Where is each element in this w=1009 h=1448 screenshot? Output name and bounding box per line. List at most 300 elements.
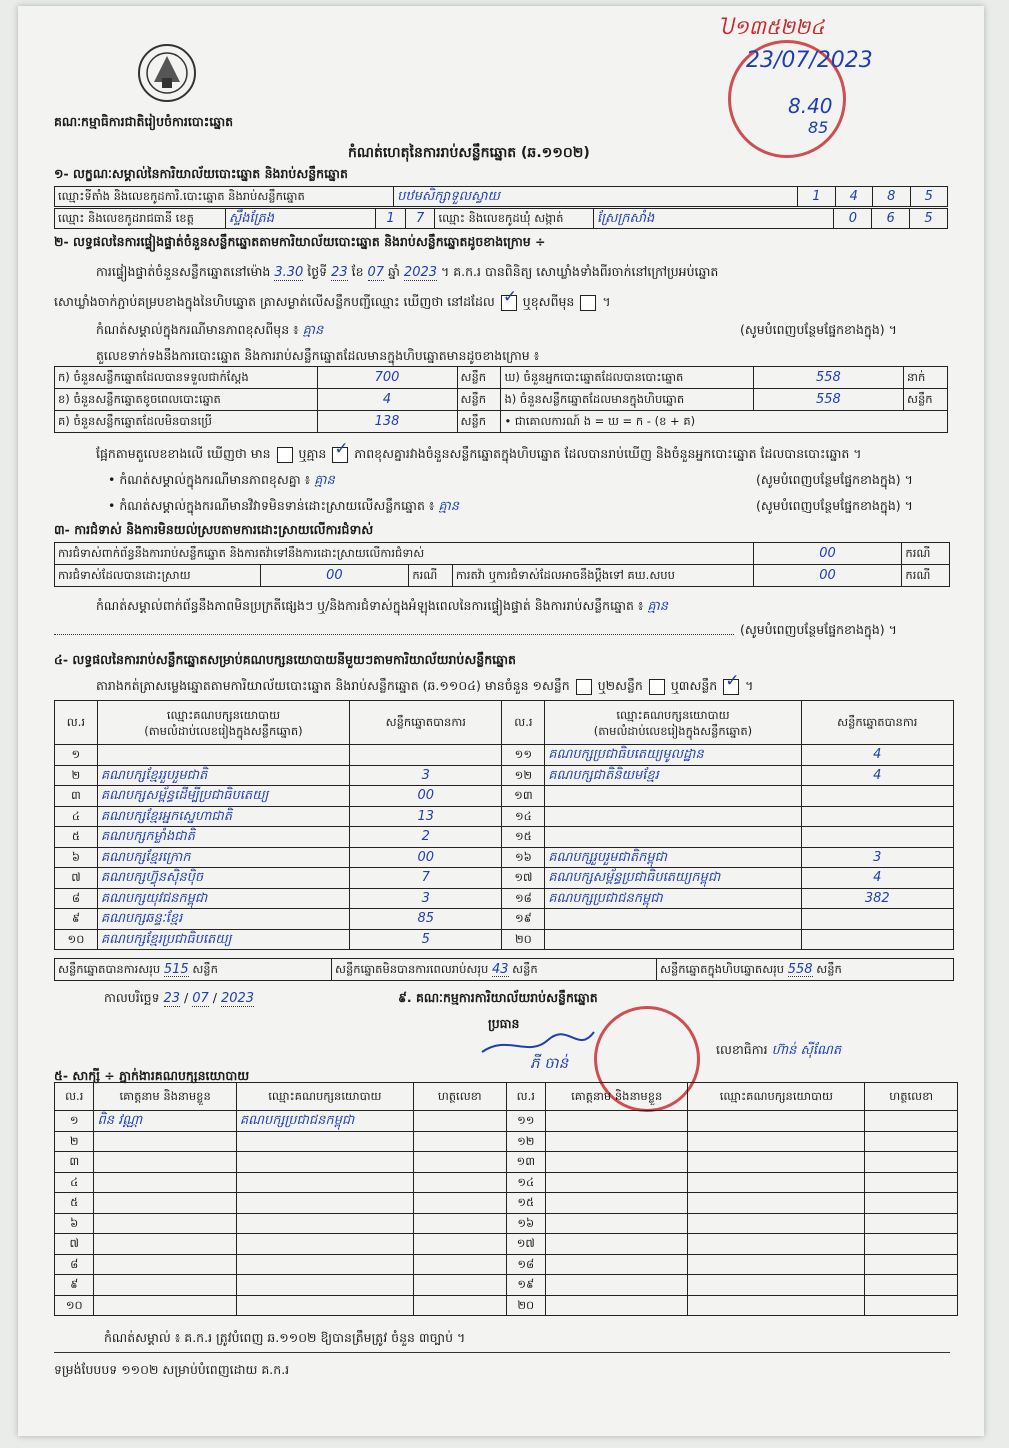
s4-right-no: ១៣ bbox=[502, 786, 545, 807]
check-icon[interactable] bbox=[501, 295, 517, 311]
s2-time: 3.30 bbox=[274, 265, 304, 280]
s4-col-party-r-1: ឈ្មោះគណបក្សនយោបាយ bbox=[616, 707, 730, 722]
s5-left-no: ៧ bbox=[55, 1234, 94, 1255]
s4-right-party: គណបក្សប្រជាធិបតេយ្យមូលដ្ឋាន bbox=[545, 745, 801, 766]
s5-left-party bbox=[236, 1254, 413, 1275]
s4-left-votes: 5 bbox=[350, 929, 502, 950]
s5-left-sign bbox=[413, 1131, 506, 1152]
s2-row-d-label: ឃ) ចំនួនអ្នកបោះឆ្នោតដែលបានបោះឆ្នោត bbox=[501, 367, 753, 389]
s4-right-no: ១៧ bbox=[502, 868, 545, 889]
s4-table-row bbox=[55, 909, 954, 930]
s4-table-row bbox=[55, 806, 954, 827]
s4-col-party-r bbox=[545, 701, 801, 745]
s4-left-votes: 00 bbox=[350, 786, 502, 807]
document-page bbox=[18, 6, 984, 1436]
s5-table-row bbox=[55, 1213, 958, 1234]
s4-results-table bbox=[54, 700, 954, 950]
s2-fill-hint-2: (សូមបំពេញបន្ថែមផ្នែកខាងក្នុង) ។ bbox=[756, 472, 913, 487]
s5-left-no: ២ bbox=[55, 1131, 94, 1152]
s4-right-party: គណបក្សសម្ព័ន្ធប្រជាធិបតេយ្យកម្ពុជា bbox=[545, 868, 801, 889]
s3-row1-value: 00 bbox=[753, 543, 902, 565]
s4-left-votes: 00 bbox=[350, 847, 502, 868]
s5-right-no: ១២ bbox=[506, 1131, 546, 1152]
s4-right-party bbox=[545, 827, 801, 848]
s4-right-party: គណបក្សប្រជាជនកម្ពុជា bbox=[545, 888, 801, 909]
stamp-sub: 85 bbox=[808, 118, 829, 137]
s5-right-no: ១៦ bbox=[506, 1213, 546, 1234]
s5-col-name-l: គោត្តនាម និងនាមខ្លួន bbox=[94, 1083, 236, 1111]
s2-line1-text-c: ខែ bbox=[351, 264, 364, 279]
s4-left-votes bbox=[350, 745, 502, 766]
s4-left-no: ៥ bbox=[55, 827, 98, 848]
s4-left-no: ៦ bbox=[55, 847, 98, 868]
s1-row2-value: ស្ទឹងត្រែង bbox=[228, 211, 274, 226]
s4-left-no: ៩ bbox=[55, 909, 98, 930]
s2-row-c-value: 138 bbox=[317, 411, 457, 433]
s4-left-no: ២ bbox=[55, 765, 98, 786]
s1-code-a: 1 bbox=[798, 187, 835, 207]
s5-left-name bbox=[94, 1193, 236, 1214]
s4-right-votes: 3 bbox=[801, 847, 953, 868]
chair-signature-icon bbox=[478, 1024, 598, 1064]
s2-month: 07 bbox=[367, 265, 385, 280]
s5-right-sign bbox=[865, 1213, 958, 1234]
s4-left-no: ១ bbox=[55, 745, 98, 766]
s4-left-party: គណបក្សកម្លាំងជាតិ bbox=[97, 827, 349, 848]
s3-row2-unit: ករណី bbox=[409, 565, 453, 587]
s4-left-no: ៧ bbox=[55, 868, 98, 889]
org-name: គណៈកម្មាធិការជាតិរៀបចំការបោះឆ្នោត bbox=[54, 114, 234, 129]
s4-col-party-l-1: ឈ្មោះគណបក្សនយោបាយ bbox=[166, 707, 281, 722]
s4-right-no: ១១ bbox=[502, 745, 545, 766]
s4-right-party: គណបក្សជាតិនិយមខ្មែរ bbox=[545, 765, 801, 786]
s4-right-votes: 4 bbox=[801, 868, 953, 889]
s1-row2-label2: ឈ្មោះ និងលេខកូដឃុំ សង្កាត់ bbox=[435, 209, 594, 229]
s5-right-no: ១៣ bbox=[506, 1152, 546, 1173]
s4-right-no: ១៨ bbox=[502, 888, 545, 909]
s5-left-no: ៤ bbox=[55, 1172, 94, 1193]
stamp-date: 23/07/2023 bbox=[746, 48, 873, 73]
checkbox-3pages[interactable] bbox=[723, 679, 739, 695]
s4-total-box-unit: សន្លឹក bbox=[816, 961, 842, 976]
s1-commune-code-b: 6 bbox=[872, 209, 910, 229]
s5-right-party bbox=[688, 1131, 865, 1152]
s5-table-row bbox=[55, 1193, 958, 1214]
s4-right-votes bbox=[801, 827, 953, 848]
s5-col-no-l: ល.រ bbox=[55, 1083, 94, 1111]
s5-right-party bbox=[688, 1275, 865, 1296]
s5-witness-table bbox=[54, 1082, 958, 1316]
s4-chair-name: ភី ចាន់ bbox=[530, 1054, 569, 1072]
s1-row2-value2: ស្រែក្រសាំង bbox=[597, 211, 655, 226]
s4-right-votes: 382 bbox=[801, 888, 953, 909]
s4-left-party: គណបក្សខ្មែរក្រោក bbox=[97, 847, 349, 868]
s5-right-party bbox=[688, 1111, 865, 1132]
s2-row-d-unit: នាក់ bbox=[904, 367, 948, 389]
s5-left-name bbox=[94, 1234, 236, 1255]
s4-left-party: គណបក្សយុវជនកម្ពុជា bbox=[97, 888, 349, 909]
checkbox-1page[interactable] bbox=[576, 679, 592, 695]
s4-total-invalid-value: 43 bbox=[491, 961, 509, 977]
s4-left-no: ៨ bbox=[55, 888, 98, 909]
s3-note-label: កំណត់សម្គាល់ពាក់ព័ន្ធនឹងភាពមិនប្រក្រតីផ្សេងៗ ឬ/និងការជំទាស់ក្នុងអំឡុងពេលនៃការផ្ទៀងផ្ទាត់ និងការរាប់សន្លឹកឆ្នោត ៖ bbox=[96, 598, 644, 613]
s5-left-name: ពិន វណ្ណា bbox=[94, 1111, 236, 1132]
s4-right-no: ១៤ bbox=[502, 806, 545, 827]
s4-results-body bbox=[55, 745, 954, 950]
s5-right-no: ១៤ bbox=[506, 1172, 546, 1193]
s5-col-no-r: ល.រ bbox=[506, 1083, 546, 1111]
s4-date-month: 07 bbox=[192, 991, 209, 1006]
s5-left-party: គណបក្សប្រជាជនកម្ពុជា bbox=[236, 1111, 413, 1132]
s2-row-e-unit: សន្លឹក bbox=[904, 389, 948, 411]
s4-right-party bbox=[545, 806, 801, 827]
s5-right-party bbox=[688, 1193, 865, 1214]
s5-right-sign bbox=[865, 1111, 958, 1132]
s2-row-b-unit: សន្លឹក bbox=[457, 389, 501, 411]
s5-right-sign bbox=[865, 1152, 958, 1173]
s5-left-sign bbox=[413, 1152, 506, 1173]
s5-right-sign bbox=[865, 1295, 958, 1316]
s2-fill-hint: (សូមបំពេញបន្ថែមផ្នែកខាងក្នុង) ។ bbox=[740, 322, 897, 337]
s4-opt2: ឬ២សន្លឹក bbox=[597, 678, 643, 693]
s5-right-name bbox=[546, 1234, 688, 1255]
checkbox-2pages[interactable] bbox=[649, 679, 665, 695]
s5-left-sign bbox=[413, 1193, 506, 1214]
s5-note: កំណត់សម្គាល់ ៖ គ.ក.រ ត្រូវបំពេញ ឆ.១១០២ ឱ្យបានត្រឹមត្រូវ ចំនួន ៣ច្បាប់ ។ bbox=[104, 1330, 466, 1345]
s4-right-no: ១៥ bbox=[502, 827, 545, 848]
s5-left-no: ៥ bbox=[55, 1193, 94, 1214]
s4-secretary-name: ហ៊ាន់ ស៊ីណែត bbox=[771, 1043, 842, 1058]
s4-right-party: គណបក្សរួបរួមជាតិកម្ពុជា bbox=[545, 847, 801, 868]
s5-table-row bbox=[55, 1152, 958, 1173]
s4-col-votes-l: សន្លឹកឆ្នោតបានការ bbox=[350, 701, 502, 745]
s4-right-votes: 4 bbox=[801, 765, 953, 786]
s2-row-a-unit: សន្លឹក bbox=[457, 367, 501, 389]
s4-total-box-label: សន្លឹកឆ្នោតក្នុងហិបឆ្នោតសរុប bbox=[660, 961, 785, 976]
s4-right-party bbox=[545, 909, 801, 930]
s4-chair-label: ប្រធាន bbox=[488, 1016, 520, 1031]
s5-table-row bbox=[55, 1111, 958, 1132]
s5-right-name bbox=[546, 1131, 688, 1152]
s5-left-party bbox=[236, 1193, 413, 1214]
s4-table-row bbox=[55, 868, 954, 889]
s5-right-sign bbox=[865, 1254, 958, 1275]
section5-heading: ៥- សាក្សី ÷ ភ្នាក់ងារគណបក្សនយោបាយ bbox=[54, 1068, 250, 1083]
s4-total-invalid-unit: សន្លឹក bbox=[512, 961, 538, 976]
s1-commune-code-c: 5 bbox=[910, 209, 948, 229]
s2-bullet-1-value: គ្មាន bbox=[314, 473, 335, 488]
s4-total-valid-value: 515 bbox=[163, 961, 189, 977]
s5-right-party bbox=[688, 1213, 865, 1234]
s1-prov-code-b: 7 bbox=[405, 209, 435, 229]
s4-secretary bbox=[716, 1042, 841, 1058]
s5-witness-body bbox=[55, 1111, 958, 1316]
s2-opt-changed: ឬខុសពីមុន bbox=[522, 294, 575, 309]
s5-right-party bbox=[688, 1234, 865, 1255]
s4-total-box bbox=[657, 959, 954, 981]
s4-committee: ៩. គណៈកម្មការការិយាល័យរាប់សន្លឹកឆ្នោត bbox=[398, 990, 598, 1005]
s5-right-name bbox=[546, 1111, 688, 1132]
checkbox-changed[interactable] bbox=[580, 295, 596, 311]
footer-divider bbox=[54, 1352, 950, 1353]
s5-right-no: ២០ bbox=[506, 1295, 546, 1316]
footer-text: ទម្រង់បែបបទ ១១០២ សម្រាប់បំពេញដោយ គ.ក.រ bbox=[54, 1362, 290, 1377]
s4-left-party bbox=[97, 745, 349, 766]
s5-left-name bbox=[94, 1152, 236, 1173]
s5-left-no: ១ bbox=[55, 1111, 94, 1132]
s4-left-party: គណបក្សខ្មែររួបរួមជាតិ bbox=[97, 765, 349, 786]
section3-heading: ៣- ការជំទាស់ និងការមិនយល់ស្របតាមការដោះស្រាយលើការជំទាស់ bbox=[54, 522, 374, 537]
s5-right-no: ១១ bbox=[506, 1111, 546, 1132]
s1-code-c: 8 bbox=[873, 187, 910, 207]
s2-day: 23 bbox=[331, 265, 348, 280]
s3-note-line bbox=[54, 634, 734, 635]
s5-left-no: ៨ bbox=[55, 1254, 94, 1275]
s4-right-votes bbox=[801, 806, 953, 827]
s2-row-c-unit: សន្លឹក bbox=[457, 411, 501, 433]
s4-table-row bbox=[55, 888, 954, 909]
s2-row-b-value: 4 bbox=[317, 389, 457, 411]
s4-right-no: ២០ bbox=[502, 929, 545, 950]
section2-heading: ២- លទ្ធផលនៃការផ្ទៀងផ្ទាត់ចំនួនសន្លឹកឆ្នោតតាមការិយាល័យបោះឆ្នោត និងរាប់សន្លឹកឆ្នោតដូចខាងក្រោម ÷ bbox=[54, 234, 546, 249]
s5-right-name bbox=[546, 1213, 688, 1234]
s5-left-no: ១០ bbox=[55, 1295, 94, 1316]
s4-date-year: 2023 bbox=[220, 991, 255, 1006]
s5-left-party bbox=[236, 1213, 413, 1234]
s5-table-row bbox=[55, 1172, 958, 1193]
s4-total-invalid bbox=[332, 959, 657, 981]
stamp-code: Ⴎ១៣៥២២៤ bbox=[718, 15, 825, 39]
s4-col-votes-r: សន្លឹកឆ្នោតបានការ bbox=[801, 701, 953, 745]
s4-left-votes: 3 bbox=[350, 765, 502, 786]
s4-left-party: គណបក្សខ្មែរប្រជាធិបតេយ្យ bbox=[97, 929, 349, 950]
emblem-icon bbox=[136, 42, 198, 104]
s5-right-sign bbox=[865, 1193, 958, 1214]
s5-left-party bbox=[236, 1295, 413, 1316]
s5-right-no: ១៧ bbox=[506, 1234, 546, 1255]
s3-fill-hint: (សូមបំពេញបន្ថែមផ្នែកខាងក្នុង) ។ bbox=[740, 622, 897, 637]
s4-left-votes: 2 bbox=[350, 827, 502, 848]
s4-date-day: 23 bbox=[163, 991, 181, 1006]
s2-row-e-label: ង) ចំនួនសន្លឹកឆ្នោតដែលមានក្នុងហិបឆ្នោត bbox=[501, 389, 753, 411]
s3-row2-label: ការជំទាស់ដែលបានដោះស្រាយ bbox=[55, 565, 261, 587]
s5-right-name bbox=[546, 1172, 688, 1193]
s4-right-votes bbox=[801, 929, 953, 950]
s5-left-sign bbox=[413, 1111, 506, 1132]
s5-right-name bbox=[546, 1254, 688, 1275]
s2-line2-text: សោឃ្លាំងចាក់ភ្ជាប់គម្របខាងក្នុងនៃហិបឆ្នោត ត្រាសម្ងាត់លើសន្លឹកបញ្ជីឈ្មោះ ឃើញថា នៅដដែល bbox=[54, 294, 495, 309]
s5-table-row bbox=[55, 1254, 958, 1275]
s5-left-sign bbox=[413, 1254, 506, 1275]
s5-right-no: ១៥ bbox=[506, 1193, 546, 1214]
checkbox-no-diff[interactable] bbox=[332, 447, 348, 463]
s1-row1-value: បឋមសិក្សាទួលស្វាយ bbox=[397, 189, 500, 204]
s2-check-text-1: ផ្អែកតាមតួលេខខាងលើ ឃើញថា មាន bbox=[96, 446, 271, 461]
s5-left-no: ៦ bbox=[55, 1213, 94, 1234]
s2-note bbox=[96, 322, 323, 338]
s5-left-no: ៣ bbox=[55, 1152, 94, 1173]
s5-right-sign bbox=[865, 1234, 958, 1255]
s4-right-no: ១៦ bbox=[502, 847, 545, 868]
s2-bullet-2-value: គ្មាន bbox=[438, 499, 459, 514]
s2-note-label: កំណត់សម្គាល់ក្នុងករណីមានភាពខុសពីមុន ៖ bbox=[96, 322, 299, 337]
s4-right-votes: 4 bbox=[801, 745, 953, 766]
s1-row2-label: ឈ្មោះ និងលេខកូដរាជធានី ខេត្ត bbox=[55, 209, 226, 229]
s4-right-votes bbox=[801, 786, 953, 807]
s4-left-party: គណបក្សឆន្ទៈខ្មែរ bbox=[97, 909, 349, 930]
s5-right-party bbox=[688, 1152, 865, 1173]
s2-line2: សោឃ្លាំងចាក់ភ្ជាប់គម្របខាងក្នុងនៃហិបឆ្នោត ត្រាសម្ងាត់លើសន្លឹកបញ្ជីឈ្មោះ ឃើញថា នៅដដែល ✓ ឬខុសពីមុន ។ bbox=[54, 294, 611, 311]
s4-total-valid bbox=[55, 959, 332, 981]
s3-table bbox=[54, 542, 950, 587]
s4-left-party: គណបក្សសម្ព័ន្ធដើម្បីប្រជាធិបតេយ្យ bbox=[97, 786, 349, 807]
s4-left-votes: 3 bbox=[350, 888, 502, 909]
s5-table-row bbox=[55, 1275, 958, 1296]
s5-left-no: ៩ bbox=[55, 1275, 94, 1296]
section1-heading: ១- លក្ខណៈសម្គាល់នៃការិយាល័យបោះឆ្នោត និងរាប់សន្លឹកឆ្នោត bbox=[54, 166, 348, 181]
s5-left-name bbox=[94, 1254, 236, 1275]
s5-right-sign bbox=[865, 1172, 958, 1193]
s5-left-sign bbox=[413, 1275, 506, 1296]
s5-right-party bbox=[688, 1172, 865, 1193]
s2-fill-hint-3: (សូមបំពេញបន្ថែមផ្នែកខាងក្នុង) ។ bbox=[756, 498, 913, 513]
s4-total-box-value: 558 bbox=[787, 961, 813, 977]
s2-bullet-1-label: • កំណត់សម្គាល់ក្នុងករណីមានភាពខុសគ្នា ៖ bbox=[108, 472, 311, 487]
s2-row-a-value: 700 bbox=[317, 367, 457, 389]
s5-table-row bbox=[55, 1131, 958, 1152]
s4-right-party bbox=[545, 929, 801, 950]
s2-line1 bbox=[96, 264, 718, 281]
s3-row2-value: 00 bbox=[260, 565, 409, 587]
s2-check-text-2: ឬគ្មាន bbox=[298, 446, 327, 461]
s4-right-no: ១២ bbox=[502, 765, 545, 786]
s5-left-sign bbox=[413, 1213, 506, 1234]
s3-row3-label: ការតវ៉ា ឬការជំទាស់ដែលអាចនឹងប្តឹងទៅ គឃ.សបប bbox=[452, 565, 753, 587]
s5-right-name bbox=[546, 1275, 688, 1296]
s5-left-party bbox=[236, 1152, 413, 1173]
s4-col-party-r-2: (តាមលំដាប់លេខរៀងក្នុងសន្លឹកឆ្នោត) bbox=[593, 723, 753, 738]
section1-table bbox=[54, 186, 948, 207]
s4-table-row bbox=[55, 765, 954, 786]
s5-col-sign-r: ហត្ថលេខា bbox=[865, 1083, 958, 1111]
s4-date-label: កាលបរិច្ឆេទ bbox=[104, 990, 160, 1005]
s5-left-party bbox=[236, 1172, 413, 1193]
s3-row1-label: ការជំទាស់ពាក់ព័ន្ធនឹងការរាប់សន្លឹកឆ្នោត និងការតវ៉ាទៅនឹងការដោះស្រាយលើការជំទាស់ bbox=[55, 543, 754, 565]
s2-formula: • ជាគោលការណ៍ ង = ឃ = ក - (ខ + គ) bbox=[501, 411, 948, 433]
s5-col-name-r: គោត្តនាម និងនាមខ្លួន bbox=[546, 1083, 688, 1111]
s2-row-b-label: ខ) ចំនួនសន្លឹកឆ្នោតខូចពេលបោះឆ្នោត bbox=[55, 389, 318, 411]
s2-check-line bbox=[96, 446, 862, 463]
s5-left-sign bbox=[413, 1234, 506, 1255]
s2-line1-text-b: ថ្ងៃទី bbox=[307, 264, 328, 279]
s5-col-sign-l: ហត្ថលេខា bbox=[413, 1083, 506, 1111]
s1-code-d: 5 bbox=[910, 187, 948, 207]
s5-col-party-r: ឈ្មោះគណបក្សនយោបាយ bbox=[688, 1083, 865, 1111]
page-title: កំណត់ហេតុនៃការរាប់សន្លឹកឆ្នោត (ឆ.១១០២) bbox=[348, 145, 590, 161]
s4-table-row bbox=[55, 929, 954, 950]
s1-commune-code-a: 0 bbox=[834, 209, 872, 229]
s2-line1-text-d: ឆ្នាំ bbox=[388, 264, 400, 279]
s4-left-votes: 85 bbox=[350, 909, 502, 930]
s2-row-c-label: គ) ចំនួនសន្លឹកឆ្នោតដែលមិនបានប្រើ bbox=[55, 411, 318, 433]
s2-row-e-value: 558 bbox=[753, 389, 903, 411]
s4-table-row bbox=[55, 786, 954, 807]
s4-right-party bbox=[545, 786, 801, 807]
s2-intro: តួលេខទាក់ទងនឹងការបោះឆ្នោត និងការរាប់សន្លឹកឆ្នោតដែលមានក្នុងហិបឆ្នោតមានដូចខាងក្រោម ៖ bbox=[96, 348, 540, 363]
s2-note-value: គ្មាន bbox=[302, 323, 324, 338]
s3-row3-value: 00 bbox=[753, 565, 902, 587]
s5-right-name bbox=[546, 1295, 688, 1316]
s5-left-name bbox=[94, 1275, 236, 1296]
s2-line1-text-e: ។ គ.ក.រ បានពិនិត្យ សោឃ្លាំងទាំងពីរចាក់នៅក្រៅប្រអប់ឆ្នោត bbox=[441, 264, 719, 279]
s4-opt3: ឬ៣សន្លឹក bbox=[670, 678, 718, 693]
s5-right-party bbox=[688, 1254, 865, 1275]
s5-right-sign bbox=[865, 1131, 958, 1152]
s5-left-sign bbox=[413, 1295, 506, 1316]
s4-secretary-label: លេខាធិការ bbox=[716, 1042, 768, 1057]
section1-table-row2 bbox=[54, 208, 948, 229]
s5-left-party bbox=[236, 1234, 413, 1255]
s4-totals bbox=[54, 958, 954, 981]
s4-col-no-r: ល.រ bbox=[502, 701, 545, 745]
s4-left-votes: 7 bbox=[350, 868, 502, 889]
s4-right-no: ១៩ bbox=[502, 909, 545, 930]
s4-left-no: ១០ bbox=[55, 929, 98, 950]
s4-date: កាលបរិច្ឆេទ 23 / 07 / 2023 bbox=[104, 990, 255, 1006]
s5-right-party bbox=[688, 1295, 865, 1316]
section4-heading: ៤- លទ្ធផលនៃការរាប់សន្លឹកឆ្នោតសម្រាប់គណបក្សនយោបាយនីមួយៗតាមការិយាល័យរាប់សន្លឹកឆ្នោត bbox=[54, 652, 516, 667]
s4-total-invalid-label: សន្លឹកឆ្នោតមិនបានការពេលរាប់សរុប bbox=[335, 961, 489, 976]
s2-bullet-1 bbox=[108, 472, 335, 488]
s2-bullet-2 bbox=[108, 498, 459, 514]
s5-right-sign bbox=[865, 1275, 958, 1296]
s5-right-no: ១៨ bbox=[506, 1254, 546, 1275]
s5-col-party-l: ឈ្មោះគណបក្សនយោបាយ bbox=[236, 1083, 413, 1111]
checkbox-has-diff[interactable] bbox=[277, 447, 293, 463]
s4-table-row bbox=[55, 827, 954, 848]
s5-right-no: ១៩ bbox=[506, 1275, 546, 1296]
s5-right-name bbox=[546, 1152, 688, 1173]
s4-col-party-l bbox=[97, 701, 349, 745]
s1-prov-code-a: 1 bbox=[376, 209, 406, 229]
s3-row1-unit: ករណី bbox=[902, 543, 950, 565]
s1-code-b: 4 bbox=[835, 187, 872, 207]
s5-table-row bbox=[55, 1234, 958, 1255]
s4-left-party: គណបក្សហ៊្វុនស៊ិនប៉ិច bbox=[97, 868, 349, 889]
s4-total-valid-unit: សន្លឹក bbox=[192, 961, 218, 976]
s1-row1-label: ឈ្មោះទីតាំង និងលេខកូដការិ.បោះឆ្នោត និងរាប់សន្លឹកឆ្នោត bbox=[55, 187, 394, 207]
s3-note-value: គ្មាន bbox=[647, 599, 669, 614]
s4-left-votes: 13 bbox=[350, 806, 502, 827]
s4-col-no-l: ល.រ bbox=[55, 701, 98, 745]
s5-right-name bbox=[546, 1193, 688, 1214]
s2-figures-table bbox=[54, 366, 948, 433]
s5-left-party bbox=[236, 1275, 413, 1296]
s4-pages-line: តារាងកត់ត្រាសម្លេងឆ្នោតតាមការិយាល័យបោះឆ្នោត និងរាប់សន្លឹកឆ្នោត (ឆ.១១០៤) មានចំនួន ១សន្លឹក ឬ២សន្លឹក ឬ៣សន្លឹក ✓ ។ bbox=[96, 678, 753, 695]
s5-left-party bbox=[236, 1131, 413, 1152]
s4-col-party-l-2: (តាមលំដាប់លេខរៀងក្នុងសន្លឹកឆ្នោត) bbox=[144, 723, 303, 738]
s2-check-text-3: ភាពខុសគ្នារវាងចំនួនសន្លឹកឆ្នោតក្នុងហិបឆ្នោត ដែលបានរាប់ឃើញ និងចំនួនអ្នកបោះឆ្នោត ដែលបានបោះឆ្នោត ។ bbox=[354, 446, 862, 461]
s5-left-name bbox=[94, 1295, 236, 1316]
s5-table-row bbox=[55, 1295, 958, 1316]
s4-table-row bbox=[55, 847, 954, 868]
s2-row-d-value: 558 bbox=[753, 367, 903, 389]
s4-total-valid-label: សន្លឹកឆ្នោតបានការសរុប bbox=[58, 961, 161, 976]
s4-pages-text: តារាងកត់ត្រាសម្លេងឆ្នោតតាមការិយាល័យបោះឆ្នោត និងរាប់សន្លឹកឆ្នោត (ឆ.១១០៤) មានចំនួន ១សន្លឹក bbox=[96, 678, 570, 693]
s5-left-name bbox=[94, 1172, 236, 1193]
s2-bullet-2-label: • កំណត់សម្គាល់ក្នុងករណីមានវិវាទមិនទាន់ដោះស្រាយលើសន្លឹកឆ្នោត ៖ bbox=[108, 498, 435, 513]
s5-left-name bbox=[94, 1131, 236, 1152]
